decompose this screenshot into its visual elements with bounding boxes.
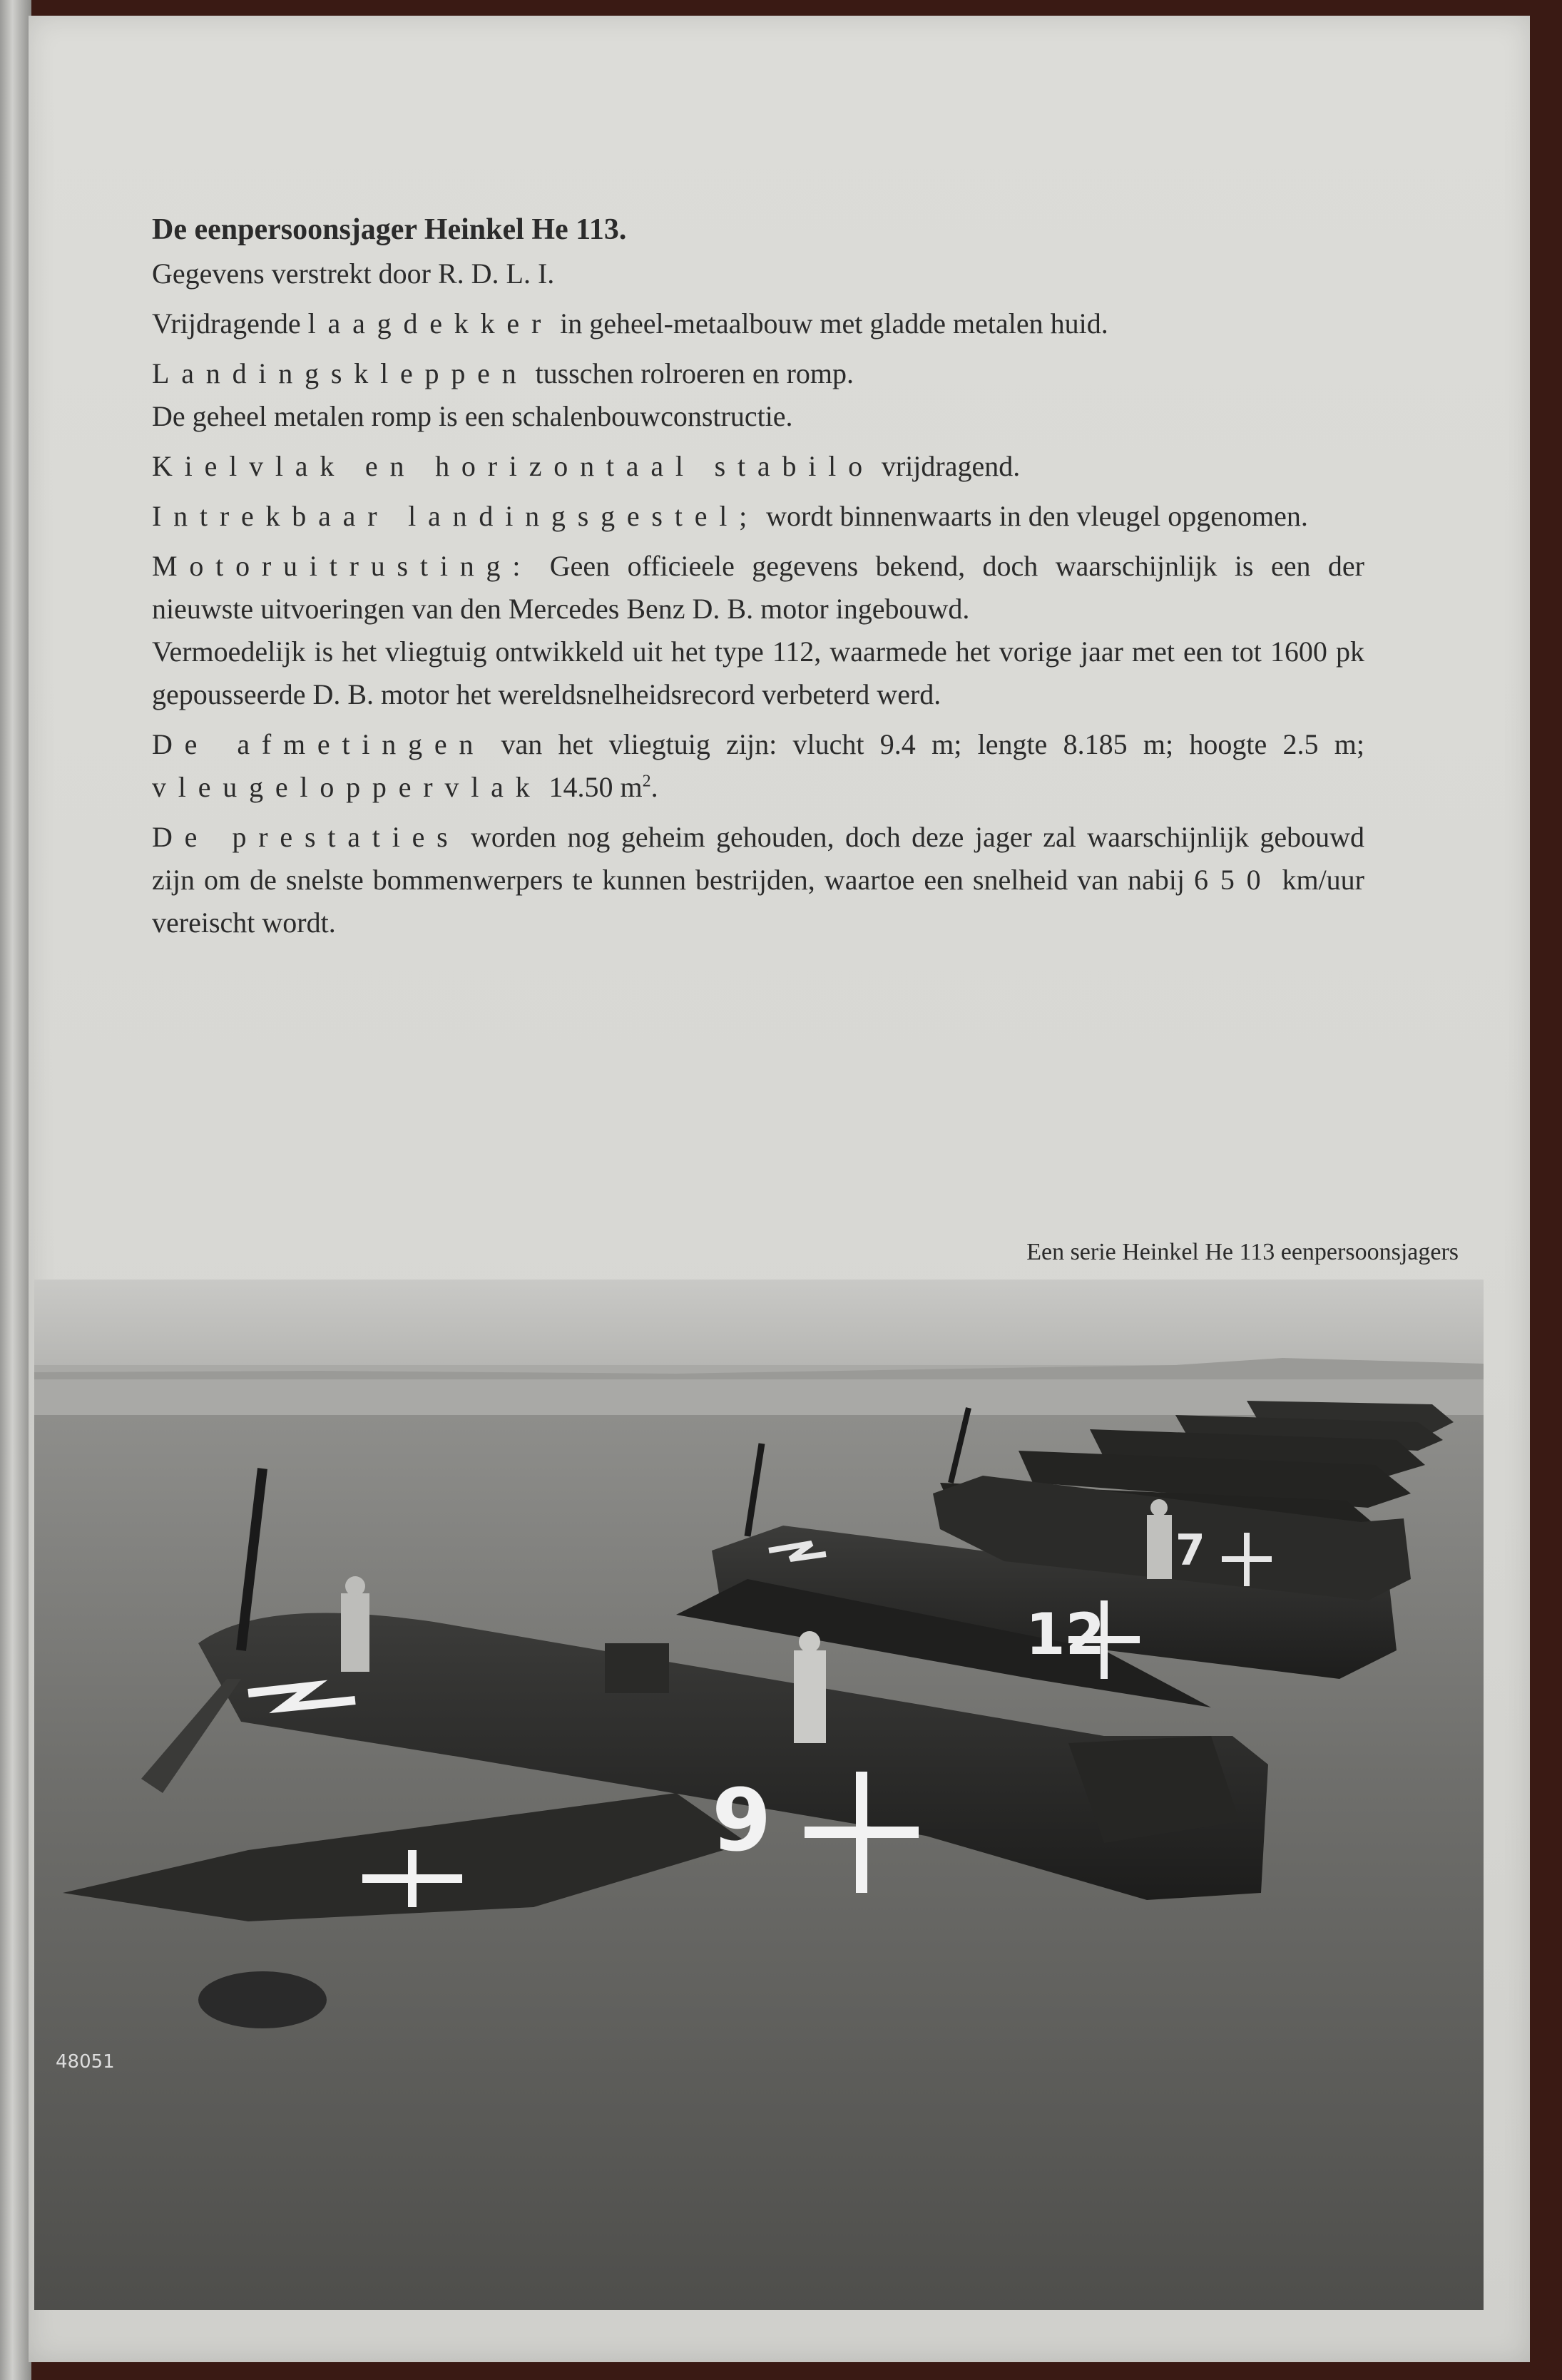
photo-caption: Een serie Heinkel He 113 eenpersoonsjagers [1026, 1239, 1459, 1265]
aircraft-7-number: 7 [1175, 1526, 1205, 1575]
paragraph-construction [152, 302, 1364, 345]
p9-speed: 650 [1194, 864, 1273, 896]
binder-edge [0, 0, 31, 2380]
paragraph-tail [152, 445, 1364, 488]
p6-spaced: Motoruitrusting: [152, 550, 533, 582]
p5-spaced: Intrekbaar landingsgestel; [152, 500, 760, 532]
p8-a: van het vliegtuig zijn: vlucht 9.4 m; lengte 8.185 m; hoogte 2.5 m; [485, 728, 1365, 760]
photo-illustration [34, 1280, 1484, 2310]
photo-aircraft-lineup [34, 1280, 1484, 2310]
p1-spaced: laagdekker [307, 307, 553, 339]
p4-rest: vrijdragend. [874, 450, 1021, 482]
p8-end: . [650, 771, 658, 803]
negative-number: 48051 [56, 2051, 115, 2073]
p4-spaced: Kielvlak en horizontaal stabilo [152, 450, 874, 482]
p9-b: km/uur vereischt wordt. [152, 864, 1365, 939]
paragraph-dimensions [152, 723, 1364, 809]
article-text [152, 208, 1364, 951]
page [29, 16, 1530, 2362]
paragraph-performance [152, 816, 1364, 944]
p8-spaced: De afmetingen [152, 728, 486, 760]
paragraph-fuselage: De geheel metalen romp is een schalenbouwconstructie. [152, 400, 793, 432]
p9-a: worden nog geheim gehouden, doch deze jager zal waarschijnlijk gebouwd zijn om de snelste bommenwerpers te kunnen bestrijden, waartoe een snelheid van nabij [152, 821, 1364, 896]
source-line: Gegevens verstrekt door R. D. L. I. [152, 257, 555, 290]
p8-b: 14.50 m [541, 771, 643, 803]
p6-rest: Geen officieele gegevens bekend, doch waarschijnlijk is een der nieuwste uitvoeringen van den Mercedes Benz D. B. motor ingebouwd. [152, 550, 1364, 625]
p1-rest: in geheel-metaalbouw met gladde metalen huid. [553, 307, 1108, 339]
paragraph-flaps [152, 352, 1364, 395]
p1-lead: Vrijdragende [152, 307, 308, 339]
aircraft-9-number: 9 [712, 1772, 772, 1871]
paragraph-undercarriage [152, 495, 1364, 538]
p2-rest: tusschen rolroeren en romp. [528, 357, 854, 389]
paragraph-engine [152, 545, 1364, 630]
article-title: De eenpersoonsjager Heinkel He 113. [152, 213, 627, 246]
p5-rest: wordt binnenwaarts in den vleugel opgenomen. [759, 500, 1308, 532]
p2-spaced: Landingskleppen [152, 357, 529, 389]
paragraph-development: Vermoedelijk is het vliegtuig ontwikkeld uit het type 112, waarmede het vorige jaar met een tot 1600 pk gepousseerde D. B. motor het wereldsnelheidsrecord verbeterd werd. [152, 635, 1364, 710]
aircraft-12-number: 12 [1026, 1601, 1106, 1667]
p9-spaced: De prestaties [152, 821, 460, 853]
p8-spaced2: vleugeloppervlak [152, 771, 542, 803]
p8-sup: 2 [642, 772, 651, 791]
